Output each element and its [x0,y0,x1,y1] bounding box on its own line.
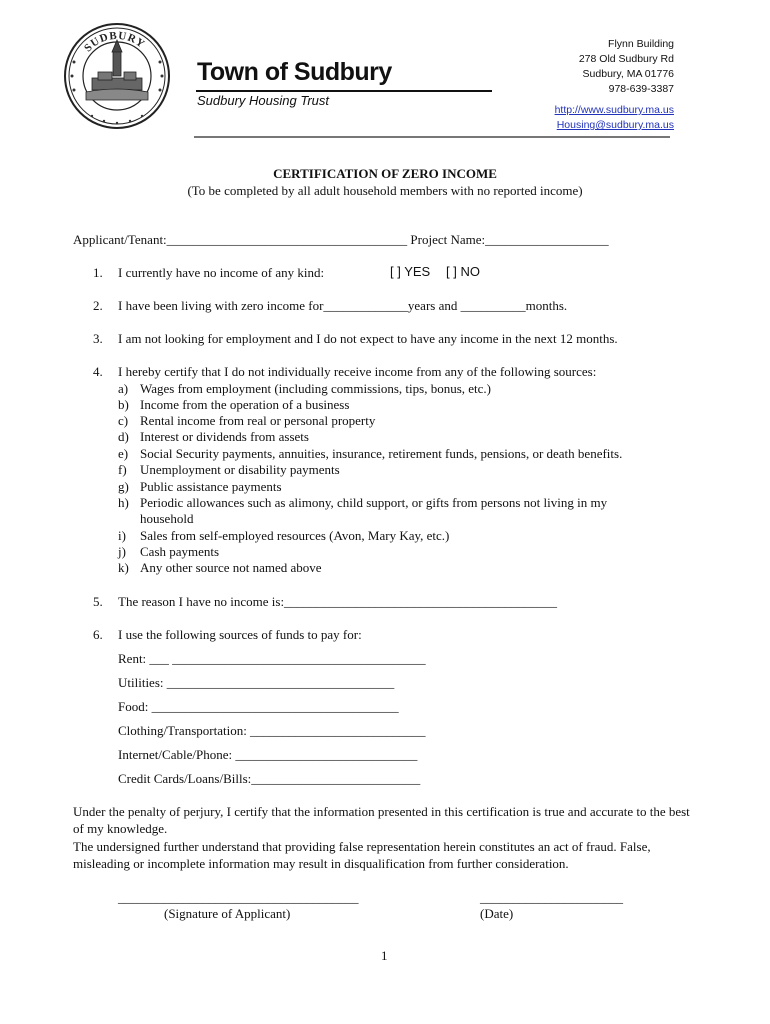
signature-line[interactable]: _____________________________________ [118,890,359,905]
date-line[interactable]: ______________________ [480,890,623,905]
source-list-item [118,528,449,544]
source-list-item [118,479,282,495]
town-seal-logo [62,22,172,130]
rent-field[interactable]: Rent: ___ _______________________________________ [118,651,426,666]
source-text: Rental income from real or personal property [140,413,376,428]
internet-cable-phone-field[interactable]: Internet/Cable/Phone: ____________________________ [118,747,418,762]
no-checkbox[interactable]: [ ] NO [446,264,480,279]
form-subtitle: (To be completed by all adult household members with no reported income) [187,183,583,198]
town-name: Town of Sudbury [197,58,392,86]
yes-checkbox[interactable]: [ ] YES [390,264,431,279]
source-letter: i) [118,528,126,543]
address-line: Flynn Building [608,38,674,50]
item-zero-income-duration[interactable]: I have been living with zero income for_____________years and __________months. [118,298,568,313]
source-letter: a) [118,381,129,396]
perjury-statement: Under the penalty of perjury, I certify that the information presented in this certification is true and accurate to the best of my knowledge. [73,804,690,836]
address-line: 278 Old Sudbury Rd [578,53,674,65]
header-divider [194,136,670,138]
applicant-project-line[interactable]: Applicant/Tenant:_____________________________________ Project Name:___________________ [73,232,609,247]
fraud-statement: The undersigned further understand that providing false representation herein constitutes an act of fraud. False, misleading or incomplete information may result in disqualification from further consideration. [73,839,651,871]
source-letter: f) [118,462,127,477]
source-text: Social Security payments, annuities, insurance, retirement funds, pensions, or death benefits. [140,446,623,461]
item-no-income: I currently have no income of any kind: [118,265,325,280]
item-number: 4. [93,364,103,379]
source-text: Income from the operation of a business [140,397,350,412]
item-number: 1. [93,265,103,280]
utilities-field[interactable]: Utilities: ___________________________________ [118,675,395,690]
item-number: 2. [93,298,103,313]
item-number: 5. [93,594,103,609]
contact-address-block [474,37,674,133]
item-number: 3. [93,331,103,346]
phone-number: 978-639-3387 [608,83,674,95]
source-letter: g) [118,479,129,494]
item-income-sources: I hereby certify that I do not individually receive income from any of the following sources: [118,364,597,379]
signature-label: (Signature of Applicant) [164,906,291,921]
item-number: 6. [93,627,103,642]
source-text: Public assistance payments [140,479,282,494]
source-list-item [118,446,622,462]
source-text: Any other source not named above [140,560,322,575]
source-list-item [118,495,607,511]
title-underline [196,90,492,92]
source-letter: b) [118,397,129,412]
svg-text:SUDBURY: SUDBURY [82,29,148,55]
source-letter: j) [118,544,126,559]
food-field[interactable]: Food: ______________________________________ [118,699,399,714]
source-list-item [118,397,349,413]
item-no-income-reason[interactable]: The reason I have no income is:__________________________________________ [118,594,558,609]
source-list-item [118,462,340,478]
source-letter: d) [118,429,129,444]
source-text: Interest or dividends from assets [140,429,309,444]
source-letter: k) [118,560,129,575]
source-list-item [118,381,491,397]
date-label: (Date) [480,906,514,921]
source-letter: c) [118,413,129,428]
form-title: CERTIFICATION OF ZERO INCOME [273,166,497,181]
source-text: Unemployment or disability payments [140,462,340,477]
credit-cards-loans-bills-field[interactable]: Credit Cards/Loans/Bills:__________________________ [118,771,421,786]
source-text: Cash payments [140,544,220,559]
source-text: Periodic allowances such as alimony, child support, or gifts from persons not living in my [140,495,608,510]
housing-trust-name: Sudbury Housing Trust [197,93,329,108]
source-text: Sales from self-employed resources (Avon, Mary Kay, etc.) [140,528,450,543]
item-not-seeking-employment: I am not looking for employment and I do not expect to have any income in the next 12 months. [118,331,618,346]
source-list-item [118,511,193,527]
source-list-item [118,544,219,560]
source-list-item [118,560,322,576]
source-letter: h) [118,495,129,510]
source-letter: e) [118,446,129,461]
source-list-item [118,413,375,429]
source-text: household [140,511,194,526]
clothing-transportation-field[interactable]: Clothing/Transportation: ___________________________ [118,723,426,738]
source-text: Wages from employment (including commissions, tips, bonus, etc.) [140,381,491,396]
address-line: Sudbury, MA 01776 [582,68,674,80]
item-funding-sources: I use the following sources of funds to pay for: [118,627,362,642]
email-link[interactable]: Housing@sudbury.ma.us [556,119,674,131]
website-link[interactable]: http://www.sudbury.ma.us [554,104,674,116]
source-list-item [118,429,309,445]
page-number: 1 [381,948,388,963]
